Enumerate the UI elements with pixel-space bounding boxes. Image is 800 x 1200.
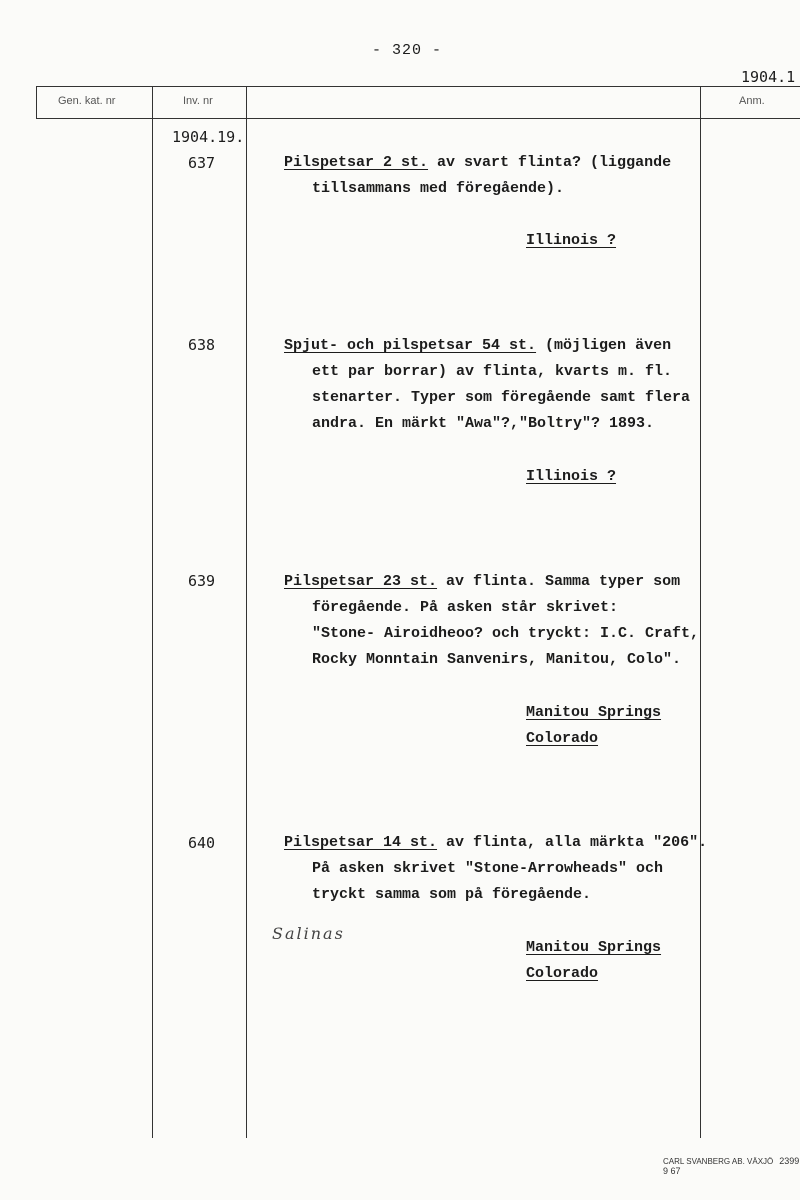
entry-text-line: tryckt samma som på föregående. xyxy=(312,886,592,903)
entry-location: Manitou Springs xyxy=(526,704,662,721)
page-number: - 320 - xyxy=(372,42,443,59)
column-divider-text-anm xyxy=(700,86,701,1138)
entry-text-line: tillsammans med föregående). xyxy=(312,180,565,197)
table-top-rule xyxy=(36,86,800,87)
entry-location: Manitou Springs xyxy=(526,939,662,956)
entry-text-line: av flinta. Samma typer som xyxy=(437,573,681,590)
entry-text-line: ett par borrar) av flinta, kvarts m. fl. xyxy=(312,363,673,380)
handwritten-note: Salinas xyxy=(272,924,345,943)
entry-description xyxy=(284,150,671,202)
entry-text-line: (möjligen även xyxy=(536,337,672,354)
header-catalog-year: 1904.1 xyxy=(741,68,796,86)
inventory-number: 637 xyxy=(188,154,216,172)
entry-description xyxy=(284,830,707,908)
entry-text-line: "Stone- Airoidheoo? och tryckt: I.C. Craft, xyxy=(312,625,700,642)
entry-text-line: föregående. På asken står skrivet: xyxy=(312,599,619,616)
entry-text-line: På asken skrivet "Stone-Arrowheads" och xyxy=(312,860,664,877)
entry-location: Illinois ? xyxy=(526,468,617,485)
table-left-border xyxy=(36,86,37,119)
column-header-gen-kat: Gen. kat. nr xyxy=(58,95,116,107)
form-code: 2399 9 67 xyxy=(663,1156,800,1176)
entry-location: Illinois ? xyxy=(526,232,617,249)
entry-text-line: Rocky Monntain Sanvenirs, Manitou, Colo". xyxy=(312,651,682,668)
column-divider-inv-text xyxy=(246,86,247,1138)
entry-title: Spjut- och pilspetsar 54 st. xyxy=(284,337,537,354)
entry-text-line: stenarter. Typer som föregående samt flera xyxy=(312,389,691,406)
catalog-group-number: 1904.19. xyxy=(172,128,245,146)
column-header-anm: Anm. xyxy=(739,95,765,107)
printer-name: CARL SVANBERG AB. VÄXJÖ xyxy=(663,1157,774,1166)
entry-location: Colorado xyxy=(526,965,599,982)
column-divider-gen-inv xyxy=(152,86,153,1138)
entry-text-line: av svart flinta? (liggande xyxy=(428,154,672,171)
entry-description xyxy=(284,569,699,673)
entry-title: Pilspetsar 14 st. xyxy=(284,834,438,851)
table-header-rule xyxy=(36,118,800,119)
entry-title: Pilspetsar 2 st. xyxy=(284,154,429,171)
inventory-number: 638 xyxy=(188,336,216,354)
entry-title: Pilspetsar 23 st. xyxy=(284,573,438,590)
entry-description xyxy=(284,333,690,437)
column-header-inv: Inv. nr xyxy=(183,95,213,107)
entry-location: Colorado xyxy=(526,730,599,747)
inventory-number: 640 xyxy=(188,834,216,852)
printer-footer xyxy=(663,1156,800,1176)
inventory-number: 639 xyxy=(188,572,216,590)
entry-text-line: av flinta, alla märkta "206". xyxy=(437,834,708,851)
entry-text-line: andra. En märkt "Awa"?,"Boltry"? 1893. xyxy=(312,415,655,432)
